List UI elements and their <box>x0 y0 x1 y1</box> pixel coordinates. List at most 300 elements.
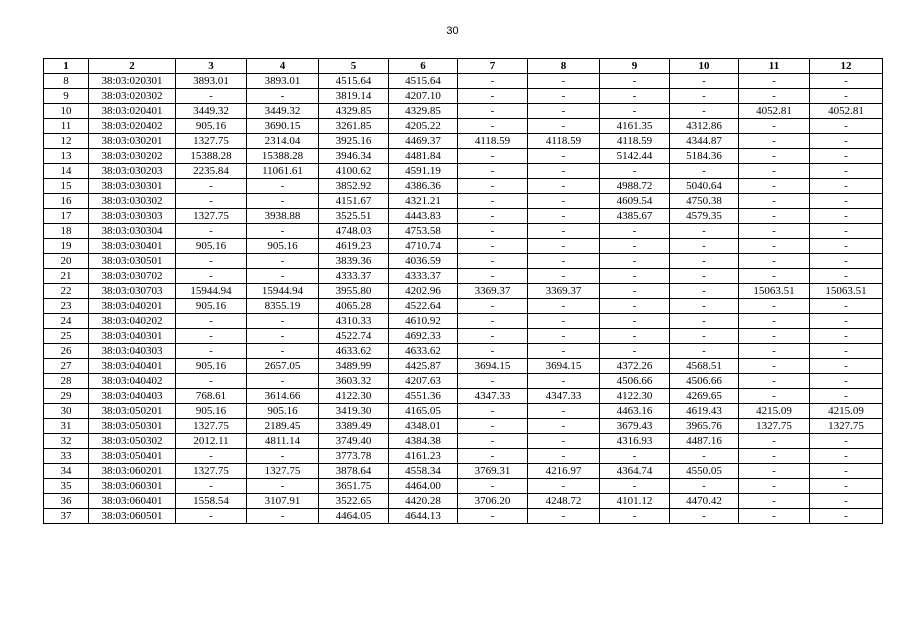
table-cell: 4591.19 <box>389 164 458 179</box>
table-cell: 38:03:020301 <box>89 74 176 89</box>
table-cell: - <box>176 509 247 524</box>
table-cell: 36 <box>44 494 89 509</box>
table-cell: 38:03:030202 <box>89 149 176 164</box>
table-row <box>44 134 883 149</box>
table-cell: 3773.78 <box>319 449 389 464</box>
table-cell: - <box>528 374 600 389</box>
table-cell: - <box>458 329 528 344</box>
table-cell: - <box>739 329 810 344</box>
column-header: 6 <box>389 59 458 74</box>
table-cell: 4312.86 <box>670 119 739 134</box>
table-cell: 4207.10 <box>389 89 458 104</box>
table-cell: - <box>247 224 319 239</box>
table-cell: 2235.84 <box>176 164 247 179</box>
table-cell: 4522.64 <box>389 299 458 314</box>
table-cell: - <box>810 464 883 479</box>
table-cell: 38:03:030302 <box>89 194 176 209</box>
table-cell: 4101.12 <box>600 494 670 509</box>
table-cell: 4988.72 <box>600 179 670 194</box>
table-cell: - <box>458 179 528 194</box>
table-cell: 19 <box>44 239 89 254</box>
table-cell: - <box>247 374 319 389</box>
table-cell: 38:03:060301 <box>89 479 176 494</box>
table-cell: - <box>739 209 810 224</box>
table-cell: 10 <box>44 104 89 119</box>
table-row <box>44 404 883 419</box>
table-cell: 3852.92 <box>319 179 389 194</box>
table-cell: 3522.65 <box>319 494 389 509</box>
table-cell: - <box>458 269 528 284</box>
table-cell: 905.16 <box>176 239 247 254</box>
table-cell: - <box>458 239 528 254</box>
table-row <box>44 329 883 344</box>
table-cell: 15063.51 <box>810 284 883 299</box>
table-cell: 16 <box>44 194 89 209</box>
table-cell: - <box>458 74 528 89</box>
table-cell: 4348.01 <box>389 419 458 434</box>
column-header: 7 <box>458 59 528 74</box>
table-cell: 3839.36 <box>319 254 389 269</box>
table-cell: - <box>528 434 600 449</box>
table-cell: 4036.59 <box>389 254 458 269</box>
table-row <box>44 149 883 164</box>
table-cell: - <box>810 209 883 224</box>
table-cell: - <box>458 164 528 179</box>
table-cell: - <box>810 74 883 89</box>
table-cell: 5040.64 <box>670 179 739 194</box>
table-cell: - <box>670 269 739 284</box>
table-cell: - <box>739 194 810 209</box>
table-cell: 4122.30 <box>319 389 389 404</box>
table-cell: 3614.66 <box>247 389 319 404</box>
table-cell: 18 <box>44 224 89 239</box>
table-cell: 30 <box>44 404 89 419</box>
table-cell: - <box>810 494 883 509</box>
table-cell: 4748.03 <box>319 224 389 239</box>
table-cell: - <box>600 344 670 359</box>
table-cell: 4610.92 <box>389 314 458 329</box>
table-row <box>44 179 883 194</box>
table-cell: 3749.40 <box>319 434 389 449</box>
table-cell: 1327.75 <box>810 419 883 434</box>
table-cell: 38:03:060201 <box>89 464 176 479</box>
table-cell: 3694.15 <box>458 359 528 374</box>
table-cell: 4811.14 <box>247 434 319 449</box>
table-cell: 1327.75 <box>176 134 247 149</box>
table-cell: - <box>247 269 319 284</box>
table-cell: 3690.15 <box>247 119 319 134</box>
table-cell: 905.16 <box>247 404 319 419</box>
table-cell: 22 <box>44 284 89 299</box>
table-cell: 3449.32 <box>247 104 319 119</box>
table-cell: 3694.15 <box>528 359 600 374</box>
table-row <box>44 509 883 524</box>
table-cell: 3878.64 <box>319 464 389 479</box>
table-cell: - <box>247 449 319 464</box>
table-cell: - <box>670 509 739 524</box>
table-cell: 4118.59 <box>600 134 670 149</box>
column-header: 9 <box>600 59 670 74</box>
table-cell: - <box>176 224 247 239</box>
table-cell: 3449.32 <box>176 104 247 119</box>
table-cell: 35 <box>44 479 89 494</box>
column-header: 3 <box>176 59 247 74</box>
table-cell: 3925.16 <box>319 134 389 149</box>
table-cell: 4344.87 <box>670 134 739 149</box>
table-cell: 38:03:050301 <box>89 419 176 434</box>
page-number: 30 <box>446 25 459 37</box>
table-cell: - <box>670 254 739 269</box>
table-cell: 905.16 <box>247 239 319 254</box>
table-row <box>44 419 883 434</box>
table-cell: - <box>458 419 528 434</box>
table-cell: - <box>739 74 810 89</box>
table-cell: - <box>739 344 810 359</box>
table-cell: 4151.67 <box>319 194 389 209</box>
table-cell: - <box>810 359 883 374</box>
table-cell: - <box>810 224 883 239</box>
table-cell: - <box>176 269 247 284</box>
table-cell: 4463.16 <box>600 404 670 419</box>
table-cell: 3261.85 <box>319 119 389 134</box>
table-row <box>44 209 883 224</box>
table-cell: 4205.22 <box>389 119 458 134</box>
table-cell: 3389.49 <box>319 419 389 434</box>
table-cell: 38:03:040201 <box>89 299 176 314</box>
table-cell: - <box>247 194 319 209</box>
table-row <box>44 389 883 404</box>
table-cell: - <box>810 164 883 179</box>
table-cell: - <box>247 509 319 524</box>
table-cell: 4515.64 <box>319 74 389 89</box>
table-cell: 4216.97 <box>528 464 600 479</box>
table-row <box>44 119 883 134</box>
table-cell: 3946.34 <box>319 149 389 164</box>
table-cell: 3706.20 <box>458 494 528 509</box>
table-cell: - <box>670 104 739 119</box>
table-cell: 4347.33 <box>458 389 528 404</box>
table-cell: 2657.05 <box>247 359 319 374</box>
table-cell: 3955.80 <box>319 284 389 299</box>
table-cell: 4506.66 <box>670 374 739 389</box>
table-cell: - <box>670 479 739 494</box>
table-row <box>44 89 883 104</box>
table-cell: 3525.51 <box>319 209 389 224</box>
table-cell: 4619.43 <box>670 404 739 419</box>
table-cell: 37 <box>44 509 89 524</box>
table-cell: 4568.51 <box>670 359 739 374</box>
table-cell: 1327.75 <box>176 209 247 224</box>
table-cell: - <box>810 254 883 269</box>
table-cell: 4515.64 <box>389 74 458 89</box>
table-cell: 38:03:030703 <box>89 284 176 299</box>
table-cell: 4207.63 <box>389 374 458 389</box>
table-cell: - <box>458 149 528 164</box>
table-cell: - <box>458 509 528 524</box>
table-cell: 38:03:020302 <box>89 89 176 104</box>
table-cell: - <box>810 314 883 329</box>
table-cell: - <box>528 194 600 209</box>
table-cell: - <box>600 449 670 464</box>
table-row <box>44 359 883 374</box>
table-cell: - <box>600 329 670 344</box>
table-cell: 38:03:030201 <box>89 134 176 149</box>
table-cell: - <box>600 269 670 284</box>
table-cell: 3651.75 <box>319 479 389 494</box>
table-cell: 4100.62 <box>319 164 389 179</box>
table-cell: - <box>528 419 600 434</box>
table-cell: 38:03:050401 <box>89 449 176 464</box>
table-cell: - <box>458 374 528 389</box>
table-cell: 38:03:040301 <box>89 329 176 344</box>
table-row <box>44 284 883 299</box>
table-cell: 4619.23 <box>319 239 389 254</box>
table-cell: - <box>670 329 739 344</box>
table-cell: 38:03:030301 <box>89 179 176 194</box>
table-cell: 21 <box>44 269 89 284</box>
table-cell: - <box>670 344 739 359</box>
table-cell: 15 <box>44 179 89 194</box>
column-header: 5 <box>319 59 389 74</box>
table-cell: - <box>247 479 319 494</box>
table-cell: - <box>176 449 247 464</box>
table-cell: - <box>810 374 883 389</box>
table-cell: 4558.34 <box>389 464 458 479</box>
table-cell: 4329.85 <box>319 104 389 119</box>
table-cell: 4481.84 <box>389 149 458 164</box>
column-header: 11 <box>739 59 810 74</box>
table-cell: 32 <box>44 434 89 449</box>
table-cell: 4122.30 <box>600 389 670 404</box>
table-cell: 4469.37 <box>389 134 458 149</box>
table-cell: - <box>600 314 670 329</box>
table-cell: - <box>528 329 600 344</box>
table-cell: - <box>528 239 600 254</box>
table-cell: - <box>176 89 247 104</box>
table-cell: - <box>528 314 600 329</box>
table-cell: - <box>810 344 883 359</box>
table-cell: - <box>600 224 670 239</box>
table-cell: - <box>247 344 319 359</box>
table-cell: - <box>600 299 670 314</box>
table-cell: - <box>739 464 810 479</box>
table-row <box>44 224 883 239</box>
table-cell: - <box>739 134 810 149</box>
table-cell: 4269.65 <box>670 389 739 404</box>
table-cell: - <box>528 74 600 89</box>
table-cell: 4609.54 <box>600 194 670 209</box>
table-cell: 4420.28 <box>389 494 458 509</box>
table-cell: 9 <box>44 89 89 104</box>
table-cell: 26 <box>44 344 89 359</box>
table-cell: 38:03:030203 <box>89 164 176 179</box>
table-row <box>44 344 883 359</box>
table-cell: - <box>176 479 247 494</box>
table-header-row <box>44 59 883 74</box>
table-cell: 3819.14 <box>319 89 389 104</box>
table-cell: 15388.28 <box>247 149 319 164</box>
table-cell: 38:03:030303 <box>89 209 176 224</box>
table-cell: - <box>670 74 739 89</box>
column-header: 8 <box>528 59 600 74</box>
table-cell: - <box>739 254 810 269</box>
table-cell: 4052.81 <box>810 104 883 119</box>
table-cell: 38:03:030401 <box>89 239 176 254</box>
column-header: 4 <box>247 59 319 74</box>
table-cell: - <box>528 119 600 134</box>
table-cell: 3603.32 <box>319 374 389 389</box>
table-cell: 15944.94 <box>247 284 319 299</box>
table-cell: - <box>247 329 319 344</box>
table-cell: 4161.35 <box>600 119 670 134</box>
table-cell: - <box>176 179 247 194</box>
table-cell: 38:03:020401 <box>89 104 176 119</box>
table-cell: - <box>247 179 319 194</box>
table-cell: - <box>600 239 670 254</box>
table-cell: - <box>739 164 810 179</box>
table-cell: 4633.62 <box>319 344 389 359</box>
table-cell: - <box>458 449 528 464</box>
table-cell: - <box>810 194 883 209</box>
table-cell: - <box>739 299 810 314</box>
table-cell: 31 <box>44 419 89 434</box>
column-header: 12 <box>810 59 883 74</box>
table-cell: - <box>458 254 528 269</box>
table-cell: 4118.59 <box>458 134 528 149</box>
column-header: 10 <box>670 59 739 74</box>
table-cell: 4065.28 <box>319 299 389 314</box>
table-cell: - <box>458 434 528 449</box>
table-cell: 1327.75 <box>176 419 247 434</box>
table-cell: - <box>739 149 810 164</box>
table-cell: - <box>670 164 739 179</box>
table-row <box>44 479 883 494</box>
table-cell: - <box>528 404 600 419</box>
table-cell: - <box>810 89 883 104</box>
table-cell: 38:03:020402 <box>89 119 176 134</box>
table-cell: 2012.11 <box>176 434 247 449</box>
table-cell: - <box>810 299 883 314</box>
table-cell: 4347.33 <box>528 389 600 404</box>
table-cell: 38:03:030304 <box>89 224 176 239</box>
table-cell: - <box>247 254 319 269</box>
table-cell: 4443.83 <box>389 209 458 224</box>
table-cell: - <box>810 434 883 449</box>
table-cell: - <box>739 179 810 194</box>
table-cell: - <box>458 299 528 314</box>
table-row <box>44 164 883 179</box>
table-cell: - <box>528 164 600 179</box>
table-cell: - <box>600 254 670 269</box>
table-cell: 4487.16 <box>670 434 739 449</box>
table-cell: - <box>810 119 883 134</box>
table-cell: - <box>176 344 247 359</box>
table-cell: 3679.43 <box>600 419 670 434</box>
table-cell: - <box>458 479 528 494</box>
table-cell: 4633.62 <box>389 344 458 359</box>
table-cell: 11 <box>44 119 89 134</box>
table-cell: - <box>739 239 810 254</box>
table-cell: 3369.37 <box>458 284 528 299</box>
table-cell: - <box>739 89 810 104</box>
table-cell: 4464.00 <box>389 479 458 494</box>
table-cell: 4333.37 <box>389 269 458 284</box>
table-cell: 20 <box>44 254 89 269</box>
table-cell: - <box>810 509 883 524</box>
table-cell: - <box>528 179 600 194</box>
table-cell: 905.16 <box>176 299 247 314</box>
table-cell: - <box>458 104 528 119</box>
table-cell: 4385.67 <box>600 209 670 224</box>
table-cell: - <box>600 509 670 524</box>
table-cell: 27 <box>44 359 89 374</box>
table-cell: - <box>600 74 670 89</box>
table-cell: 905.16 <box>176 404 247 419</box>
table-cell: 38:03:040202 <box>89 314 176 329</box>
table-cell: 3893.01 <box>176 74 247 89</box>
table-cell: - <box>600 164 670 179</box>
table-cell: - <box>810 149 883 164</box>
table-cell: - <box>458 314 528 329</box>
table-cell: - <box>670 299 739 314</box>
table-cell: - <box>528 479 600 494</box>
table-cell: 38:03:050302 <box>89 434 176 449</box>
table-cell: - <box>670 314 739 329</box>
table-cell: 4464.05 <box>319 509 389 524</box>
table-cell: - <box>810 329 883 344</box>
table-cell: 4248.72 <box>528 494 600 509</box>
table-cell: - <box>810 134 883 149</box>
table-cell: 2189.45 <box>247 419 319 434</box>
table-cell: 38:03:050201 <box>89 404 176 419</box>
table-cell: 15944.94 <box>176 284 247 299</box>
table-cell: - <box>600 479 670 494</box>
table-cell: 14 <box>44 164 89 179</box>
table-row <box>44 434 883 449</box>
table-cell: 4215.09 <box>739 404 810 419</box>
table-cell: 38:03:040401 <box>89 359 176 374</box>
table-cell: 4215.09 <box>810 404 883 419</box>
table-cell: 4118.59 <box>528 134 600 149</box>
table-cell: 33 <box>44 449 89 464</box>
table-cell: 1327.75 <box>739 419 810 434</box>
table-cell: 28 <box>44 374 89 389</box>
table-cell: - <box>739 314 810 329</box>
table-cell: - <box>810 179 883 194</box>
table-cell: - <box>176 254 247 269</box>
table-cell: - <box>739 479 810 494</box>
table-cell: - <box>528 299 600 314</box>
table-row <box>44 239 883 254</box>
table-cell: 4161.23 <box>389 449 458 464</box>
table-cell: - <box>528 149 600 164</box>
table-cell: - <box>739 449 810 464</box>
table-cell: 38:03:040303 <box>89 344 176 359</box>
table-cell: 15388.28 <box>176 149 247 164</box>
table-cell: 38:03:060401 <box>89 494 176 509</box>
table-row <box>44 374 883 389</box>
table-cell: 3489.99 <box>319 359 389 374</box>
table-cell: - <box>670 284 739 299</box>
table-cell: 4644.13 <box>389 509 458 524</box>
table-cell: - <box>739 374 810 389</box>
table-cell: - <box>458 224 528 239</box>
table-cell: 13 <box>44 149 89 164</box>
table-cell: 905.16 <box>176 359 247 374</box>
table-cell: 4384.38 <box>389 434 458 449</box>
table-cell: 3769.31 <box>458 464 528 479</box>
table-cell: 17 <box>44 209 89 224</box>
